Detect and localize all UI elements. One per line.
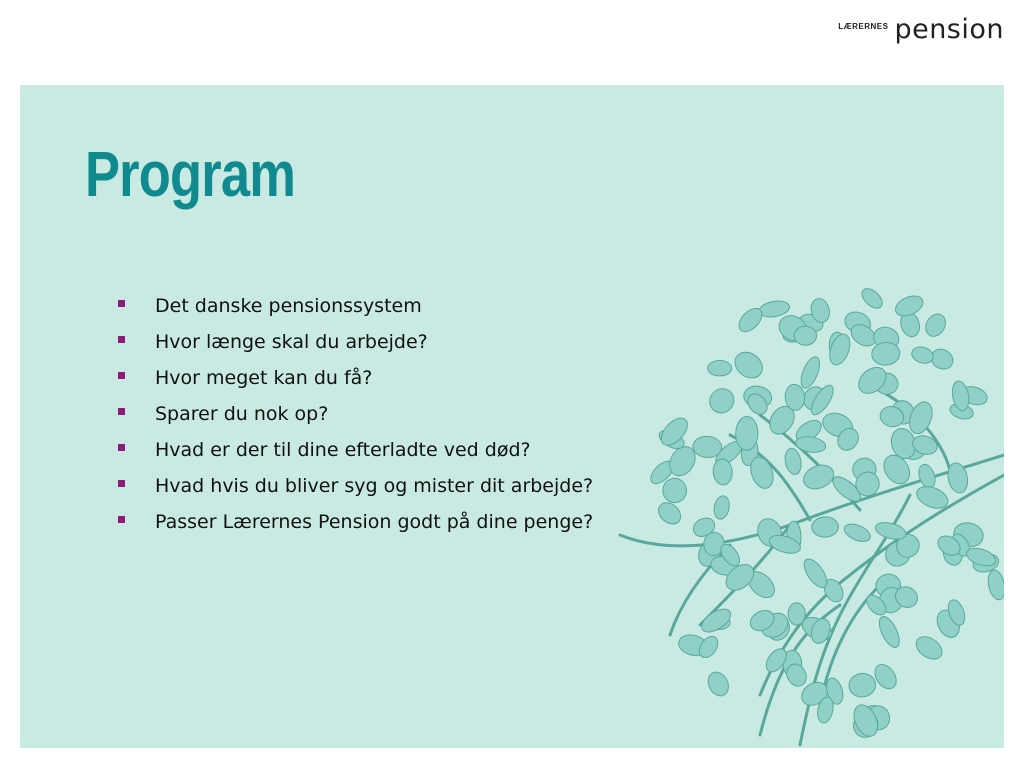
bullet-square-icon [118,444,125,451]
leaf-shape [783,447,803,476]
list-item [118,432,593,468]
leaf-shape [811,516,838,537]
leaf-shape [848,672,877,698]
leaf-shape [705,384,739,418]
leaf-shape [730,347,767,383]
leaf-shape [910,344,936,365]
bullet-square-icon [118,300,125,307]
list-item [118,288,593,324]
slide-panel [20,85,1004,748]
leaf-shape [795,435,827,455]
bullet-square-icon [118,480,125,487]
list-item-text: Hvad hvis du bliver syg og mister dit arbejde? [155,475,594,497]
leaf-shape [735,416,758,450]
list-item-text: Hvor længe skal du arbejde? [155,331,428,353]
leaf-shape [922,311,949,340]
leaf-shape [875,614,903,651]
list-item [118,468,593,504]
leaf-shape [826,331,854,367]
bullet-square-icon [118,408,125,415]
list-item [118,396,593,432]
leaf-shape [704,669,732,700]
leaf-shape [654,498,684,528]
bullet-square-icon [118,336,125,343]
bullet-square-icon [118,372,125,379]
list-item-text: Hvor meget kan du få? [155,367,373,389]
leaf-shape [661,476,689,504]
leaf-shape [712,458,733,486]
list-item-text: Sparer du nok op? [155,403,329,425]
leaf-shape [842,521,873,545]
leaf-shape [858,285,885,312]
agenda-list [118,288,593,540]
list-item [118,360,593,396]
leaf-shape [800,461,837,493]
leaf-shape [892,292,926,320]
slide-title: Program [85,138,296,210]
list-item [118,504,593,540]
logo-big-text: pension [894,14,1004,45]
leaf-shape [712,495,731,521]
leaf-shape [986,569,1004,602]
list-item-text: Hvad er der til dine efterladte ved død? [155,439,531,461]
leafy-branch-illustration [610,275,1004,748]
leaf-shape [692,435,722,458]
list-item-text: Passer Lærernes Pension godt på dine penge? [155,511,594,533]
logo-small-text: LÆRERNES [838,22,889,31]
leaf-shape [708,361,732,376]
leaf-shape [794,326,817,345]
leaf-shape [912,632,946,663]
list-item-text: Det danske pensionssystem [155,295,422,317]
company-logo [838,14,1004,45]
list-item [118,324,593,360]
leaf-shape [797,354,823,390]
bullet-square-icon [118,516,125,523]
